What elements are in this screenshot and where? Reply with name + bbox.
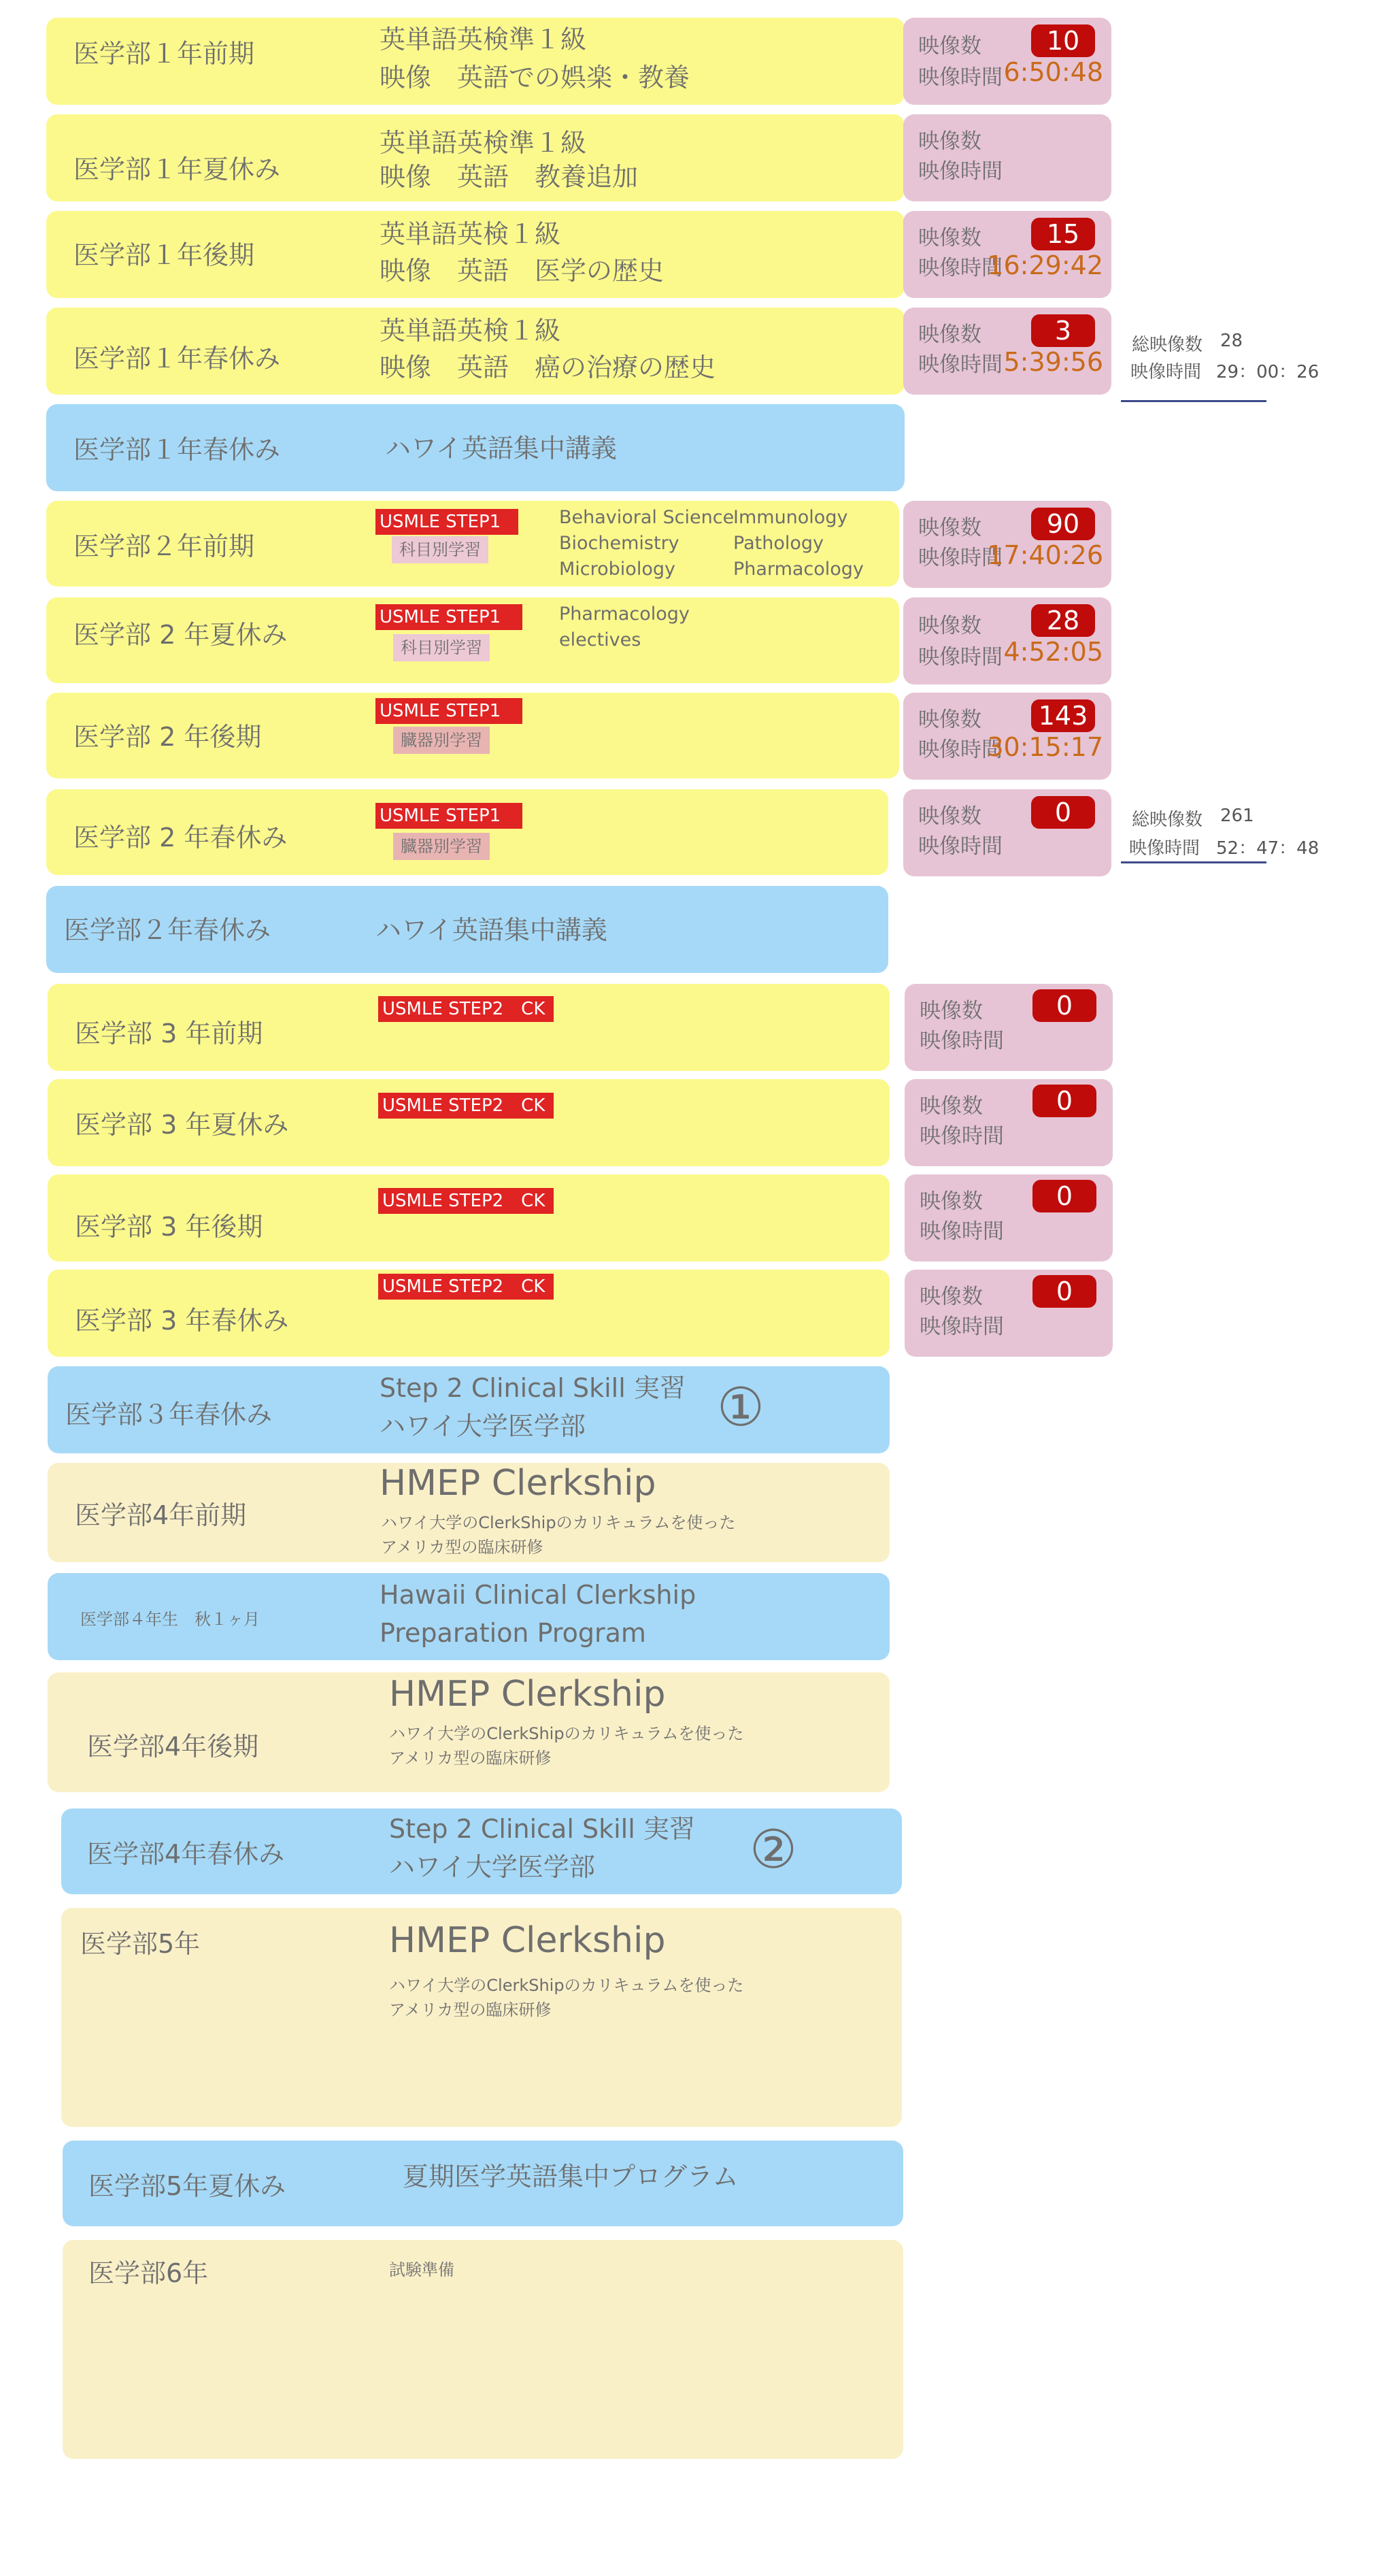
subject-list-1: [559, 505, 734, 582]
video-box-y2-spring: [903, 789, 1111, 876]
term-label: 医学部4年春休み: [87, 1839, 285, 1869]
video-time-label: 映像時間: [920, 1029, 1004, 1053]
video-count-badge: 15: [1031, 218, 1095, 250]
total-time-label: 映像時間: [1129, 838, 1200, 859]
program-note: [381, 1510, 735, 1559]
study-method-tag: 臓器別学習: [393, 727, 490, 754]
video-time-label: 映像時間: [920, 1219, 1004, 1244]
course-line-2: 映像 英語 医学の歴史: [380, 256, 665, 286]
term-label: 医学部5年夏休み: [88, 2171, 286, 2201]
term-label: 医学部 3 年前期: [75, 1019, 263, 1048]
video-count-label: 映像数: [920, 1094, 983, 1119]
course-line-1: 夏期医学英語集中プログラム: [403, 2162, 739, 2192]
program-note: 試験準備: [389, 2260, 454, 2279]
number-marker: ①: [717, 1377, 764, 1438]
video-box-y1-first: [903, 18, 1111, 105]
row-y1-second-term: [46, 211, 905, 298]
video-time-label: 映像時間: [920, 1315, 1004, 1339]
term-label: 医学部３年春休み: [65, 1400, 273, 1430]
course-line-1: 英単語英検１級: [380, 219, 561, 249]
video-count-badge: 0: [1032, 1085, 1096, 1117]
video-box-y3-first: [905, 984, 1113, 1071]
study-method-tag: 臓器別学習: [393, 833, 490, 860]
video-count-label: 映像数: [918, 708, 981, 732]
usmle-step1-tag: USMLE STEP1: [375, 604, 522, 630]
total-underline: [1121, 861, 1266, 863]
program-note: [389, 1721, 743, 1770]
video-box-y2-second: [903, 693, 1111, 780]
term-label: 医学部4年前期: [75, 1500, 247, 1530]
video-count-label: 映像数: [918, 34, 981, 59]
course-line-1: Step 2 Clinical Skill 実習: [380, 1373, 686, 1403]
video-count-label: 映像数: [918, 804, 981, 829]
video-count-label: 映像数: [920, 1189, 983, 1214]
video-count-badge: 28: [1031, 604, 1095, 637]
total-time-value: 52：47：48: [1216, 838, 1320, 859]
usmle-step2-tag: USMLE STEP2 CK: [378, 1093, 554, 1119]
total-count-label: 総映像数: [1132, 335, 1203, 355]
row-y3-summer: [48, 1079, 890, 1166]
video-time-label: 映像時間: [918, 738, 1003, 762]
term-label: 医学部 2 年後期: [73, 722, 262, 752]
usmle-step2-tag: USMLE STEP2 CK: [378, 1274, 554, 1300]
video-box-y1-second: [903, 211, 1111, 298]
row-y4-first-term: [48, 1463, 890, 1562]
row-y1-summer: [46, 114, 905, 201]
total-time-value: 29：00：26: [1216, 362, 1320, 382]
usmle-step1-tag: USMLE STEP1: [375, 803, 522, 829]
video-time-label: 映像時間: [918, 834, 1003, 859]
term-label: 医学部４年生 秋１ヶ月: [80, 1610, 260, 1629]
subject-list-2: [733, 505, 864, 582]
term-label: 医学部１年後期: [73, 240, 255, 270]
video-time-label: 映像時間: [918, 546, 1003, 570]
subject-item: electives: [559, 629, 641, 650]
program-title: HMEP Clerkship: [389, 1674, 666, 1715]
term-label: 医学部１年春休み: [73, 344, 281, 374]
row-y1-first-term: [46, 18, 905, 105]
video-time-label: 映像時間: [918, 645, 1003, 670]
row-y2-second-term: [46, 693, 899, 778]
video-time-label: 映像時間: [918, 352, 1003, 377]
video-count-badge: 0: [1032, 1180, 1096, 1212]
course-line-2: 映像 英語での娯楽・教養: [380, 63, 690, 93]
program-note: [389, 1973, 743, 2022]
usmle-step2-tag: USMLE STEP2 CK: [378, 1188, 554, 1214]
term-label: 医学部 3 年春休み: [75, 1306, 289, 1336]
course-line-2: Preparation Program: [380, 1618, 646, 1648]
video-time-label: 映像時間: [918, 159, 1003, 184]
video-count-label: 映像数: [918, 614, 981, 638]
video-time-value: 6:50:48: [1003, 57, 1103, 87]
course-line-2: ハワイ大学医学部: [389, 1852, 595, 1882]
total-count-value: 261: [1220, 806, 1254, 826]
usmle-step2-tag: USMLE STEP2 CK: [378, 996, 554, 1022]
program-title: HMEP Clerkship: [380, 1463, 656, 1504]
video-time-value: 5:39:56: [1003, 347, 1103, 377]
term-label: 医学部6年: [88, 2258, 209, 2288]
note-line: アメリカ型の臨床研修: [389, 2000, 552, 2019]
row-y5-summer: [63, 2141, 903, 2226]
row-y1-spring-hawaii: [46, 404, 905, 491]
video-time-label: 映像時間: [918, 65, 1003, 90]
note-line: ハワイ大学のClerkShipのカリキュラムを使った: [381, 1513, 736, 1532]
term-label: 医学部１年春休み: [73, 435, 281, 465]
video-box-y3-spring: [905, 1270, 1113, 1357]
study-method-tag: 科目別学習: [393, 634, 490, 661]
term-label: 医学部 3 年後期: [75, 1212, 263, 1242]
video-time-value: 16:29:42: [987, 250, 1103, 280]
subject-item: Immunology: [733, 507, 848, 528]
course-line-2: ハワイ大学医学部: [380, 1411, 586, 1441]
row-y4-spring-clinical-skill: [61, 1809, 902, 1894]
video-count-badge: 0: [1032, 989, 1096, 1022]
subject-item: Microbiology: [559, 559, 675, 580]
term-label: 医学部２年前期: [73, 531, 255, 561]
row-y4-autumn-month: [48, 1573, 890, 1660]
row-y2-spring-hawaii: [46, 886, 888, 973]
video-count-label: 映像数: [918, 516, 981, 540]
course-line-1: 英単語英検準１級: [380, 24, 587, 54]
row-y3-spring-clinical-skill: [48, 1366, 890, 1453]
row-y3-first-term: [48, 984, 890, 1071]
video-count-label: 映像数: [918, 129, 981, 154]
video-box-y1-summer: [903, 114, 1111, 201]
video-time-value: 4:52:05: [1003, 637, 1103, 667]
course-line-2: 映像 英語 癌の治療の歴史: [380, 352, 716, 382]
row-y5: [61, 1908, 902, 2127]
video-time-value: 17:40:26: [987, 540, 1103, 570]
video-count-label: 映像数: [918, 226, 981, 250]
subject-list-1: [559, 601, 690, 653]
term-label: 医学部 2 年夏休み: [73, 620, 288, 650]
video-box-y1-spring: [903, 308, 1111, 395]
course-line-1: Step 2 Clinical Skill 実習: [389, 1814, 695, 1844]
usmle-step1-tag: USMLE STEP1: [375, 509, 518, 535]
course-line-1: ハワイ英語集中講義: [385, 433, 617, 463]
term-label: 医学部１年夏休み: [73, 154, 281, 184]
row-y2-first-term: [46, 501, 899, 587]
row-y2-summer: [46, 597, 899, 683]
subject-item: Pharmacology: [559, 604, 690, 625]
video-box-y2-first: [903, 501, 1111, 588]
row-y3-spring: [48, 1270, 890, 1357]
video-count-label: 映像数: [918, 323, 981, 347]
term-label: 医学部5年: [80, 1929, 201, 1959]
number-marker: ②: [750, 1819, 797, 1881]
row-y6: [63, 2240, 903, 2459]
video-count-badge: 10: [1031, 24, 1095, 57]
row-y2-spring: [46, 789, 888, 875]
term-label: 医学部２年春休み: [64, 915, 271, 945]
course-line-1: ハワイ英語集中講義: [375, 915, 607, 945]
video-time-label: 映像時間: [920, 1124, 1004, 1149]
course-line-1: 英単語英検１級: [380, 316, 561, 346]
total-count-value: 28: [1220, 331, 1243, 351]
note-line: アメリカ型の臨床研修: [389, 1749, 552, 1768]
term-label: 医学部 3 年夏休み: [75, 1110, 289, 1140]
video-time-label: 映像時間: [918, 256, 1003, 280]
video-box-y3-second: [905, 1174, 1113, 1261]
video-count-label: 映像数: [920, 1285, 983, 1309]
note-line: ハワイ大学のClerkShipのカリキュラムを使った: [389, 1724, 744, 1743]
term-label: 医学部4年後期: [87, 1732, 259, 1762]
note-line: ハワイ大学のClerkShipのカリキュラムを使った: [389, 1976, 744, 1995]
row-y3-second-term: [48, 1174, 890, 1261]
video-count-badge: 0: [1031, 796, 1095, 829]
course-line-1: 英単語英検準１級: [380, 128, 587, 158]
video-count-label: 映像数: [920, 999, 983, 1023]
video-box-y2-summer: [903, 597, 1111, 684]
video-count-badge: 3: [1031, 314, 1095, 347]
total-count-label: 総映像数: [1132, 810, 1203, 830]
video-count-badge: 143: [1031, 699, 1095, 732]
video-count-badge: 0: [1032, 1275, 1096, 1308]
row-y1-spring: [46, 308, 905, 395]
video-time-value: 30:15:17: [987, 732, 1103, 762]
program-title: HMEP Clerkship: [389, 1920, 666, 1961]
study-method-tag: 科目別学習: [392, 536, 488, 563]
usmle-step1-tag: USMLE STEP1: [375, 698, 522, 724]
subject-item: Biochemistry: [559, 533, 679, 554]
total-underline: [1121, 400, 1266, 402]
subject-item: Behavioral Science: [559, 507, 735, 528]
subject-item: Pharmacology: [733, 559, 864, 580]
subject-item: Pathology: [733, 533, 824, 554]
term-label: 医学部１年前期: [73, 39, 255, 69]
course-line-2: 映像 英語 教養追加: [380, 162, 639, 192]
term-label: 医学部 2 年春休み: [73, 823, 288, 853]
note-line: アメリカ型の臨床研修: [381, 1538, 543, 1557]
video-count-badge: 90: [1031, 508, 1095, 540]
video-box-y3-summer: [905, 1079, 1113, 1166]
total-time-label: 映像時間: [1130, 362, 1202, 382]
course-line-1: Hawaii Clinical Clerkship: [380, 1580, 696, 1610]
row-y4-second-term: [48, 1672, 890, 1792]
